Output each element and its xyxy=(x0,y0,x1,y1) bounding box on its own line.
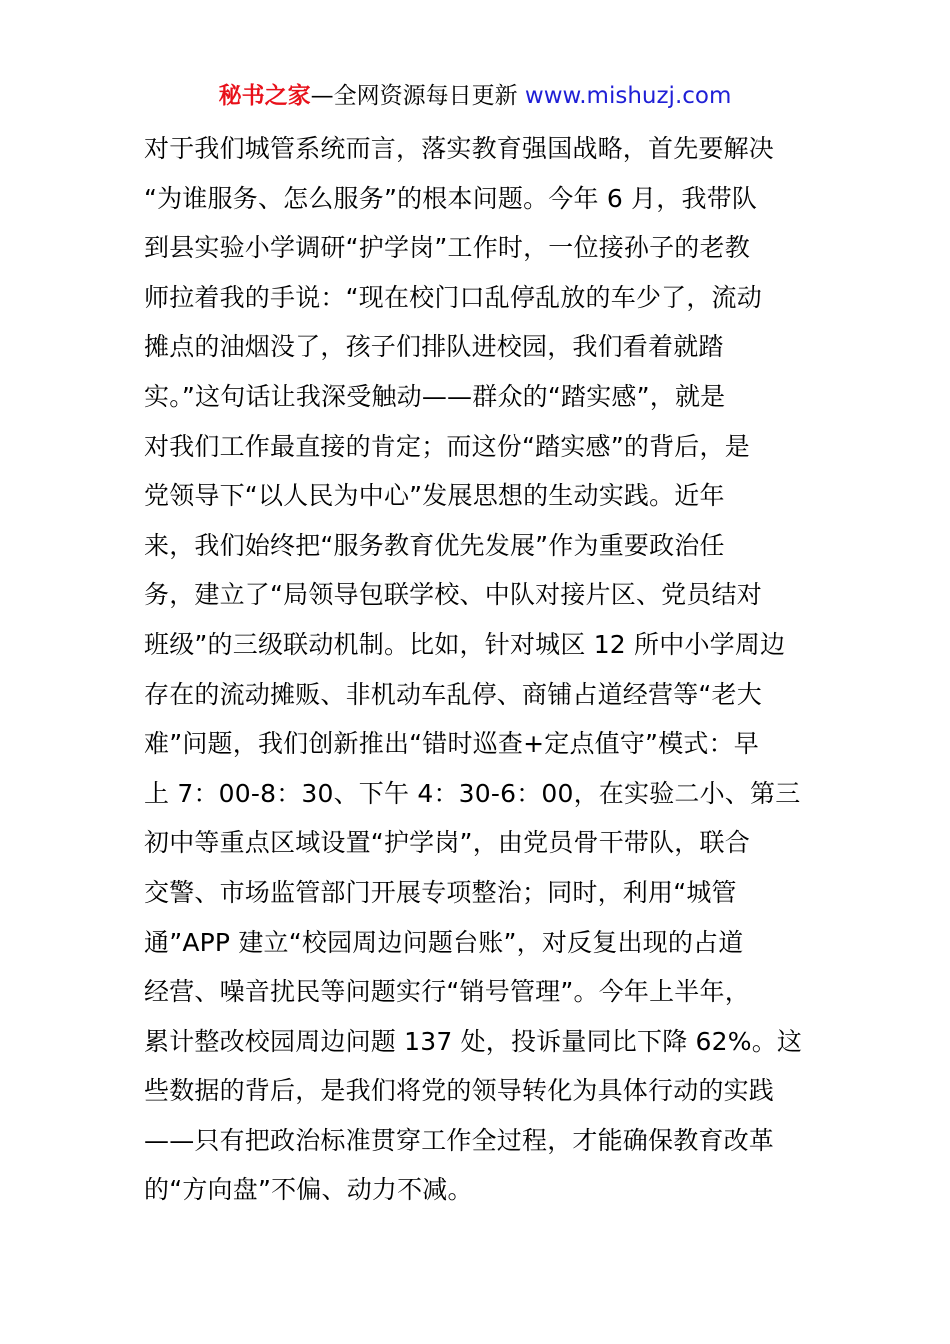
document-body xyxy=(144,124,812,1215)
header-tagline: —全网资源每日更新 xyxy=(310,83,525,109)
paragraph-line: 难”问题，我们创新推出“错时巡查+定点值守”模式：早 xyxy=(144,729,760,759)
paragraph-line: 些数据的背后，是我们将党的领导转化为具体行动的实践 xyxy=(144,1076,775,1106)
paragraph-line: 对我们工作最直接的肯定；而这份“踏实感”的背后，是 xyxy=(144,431,750,461)
paragraph-line: 累计整改校园周边问题 137 处，投诉量同比下降 62%。这 xyxy=(144,1026,803,1056)
paragraph-line: 班级”的三级联动机制。比如，针对城区 12 所中小学周边 xyxy=(144,629,786,659)
paragraph-line: 师拉着我的手说：“现在校门口乱停乱放的车少了，流动 xyxy=(144,282,762,312)
paragraph-line: 务，建立了“局领导包联学校、中队对接片区、党员结对 xyxy=(144,580,762,610)
paragraph-line: ——只有把政治标准贯穿工作全过程，才能确保教育改革 xyxy=(144,1125,775,1155)
paragraph-line: 党领导下“以人民为中心”发展思想的生动实践。近年 xyxy=(144,481,725,511)
paragraph-line: 摊点的油烟没了，孩子们排队进校园，我们看着就踏 xyxy=(144,332,724,362)
paragraph-line: 通”APP 建立“校园周边问题台账”，对反复出现的占道 xyxy=(144,927,744,957)
paragraph-line: “为谁服务、怎么服务”的根本问题。今年 6 月，我带队 xyxy=(144,183,758,213)
paragraph-line: 的“方向盘”不偏、动力不减。 xyxy=(144,1175,473,1205)
page-header xyxy=(0,80,950,112)
paragraph-line: 存在的流动摊贩、非机动车乱停、商铺占道经营等“老大 xyxy=(144,679,762,709)
paragraph-line: 经营、噪音扰民等问题实行“销号管理”。今年上半年， xyxy=(144,977,750,1007)
paragraph-line: 到县实验小学调研“护学岗”工作时，一位接孙子的老教 xyxy=(144,233,750,263)
paragraph-line: 初中等重点区域设置“护学岗”，由党员骨干带队，联合 xyxy=(144,828,750,858)
paragraph-line: 上 7：00-8：30、下午 4：30-6：00，在实验二小、第三 xyxy=(144,778,801,808)
paragraph-line: 来，我们始终把“服务教育优先发展”作为重要政治任 xyxy=(144,530,725,560)
paragraph-line: 实。”这句话让我深受触动——群众的“踏实感”，就是 xyxy=(144,381,726,411)
site-url-link[interactable]: www.mishuzj.com xyxy=(524,83,732,109)
brand-name: 秘书之家 xyxy=(218,83,311,109)
paragraph-line: 交警、市场监管部门开展专项整治；同时，利用“城管 xyxy=(144,877,737,907)
paragraph-line: 对于我们城管系统而言，落实教育强国战略，首先要解决 xyxy=(144,134,775,163)
